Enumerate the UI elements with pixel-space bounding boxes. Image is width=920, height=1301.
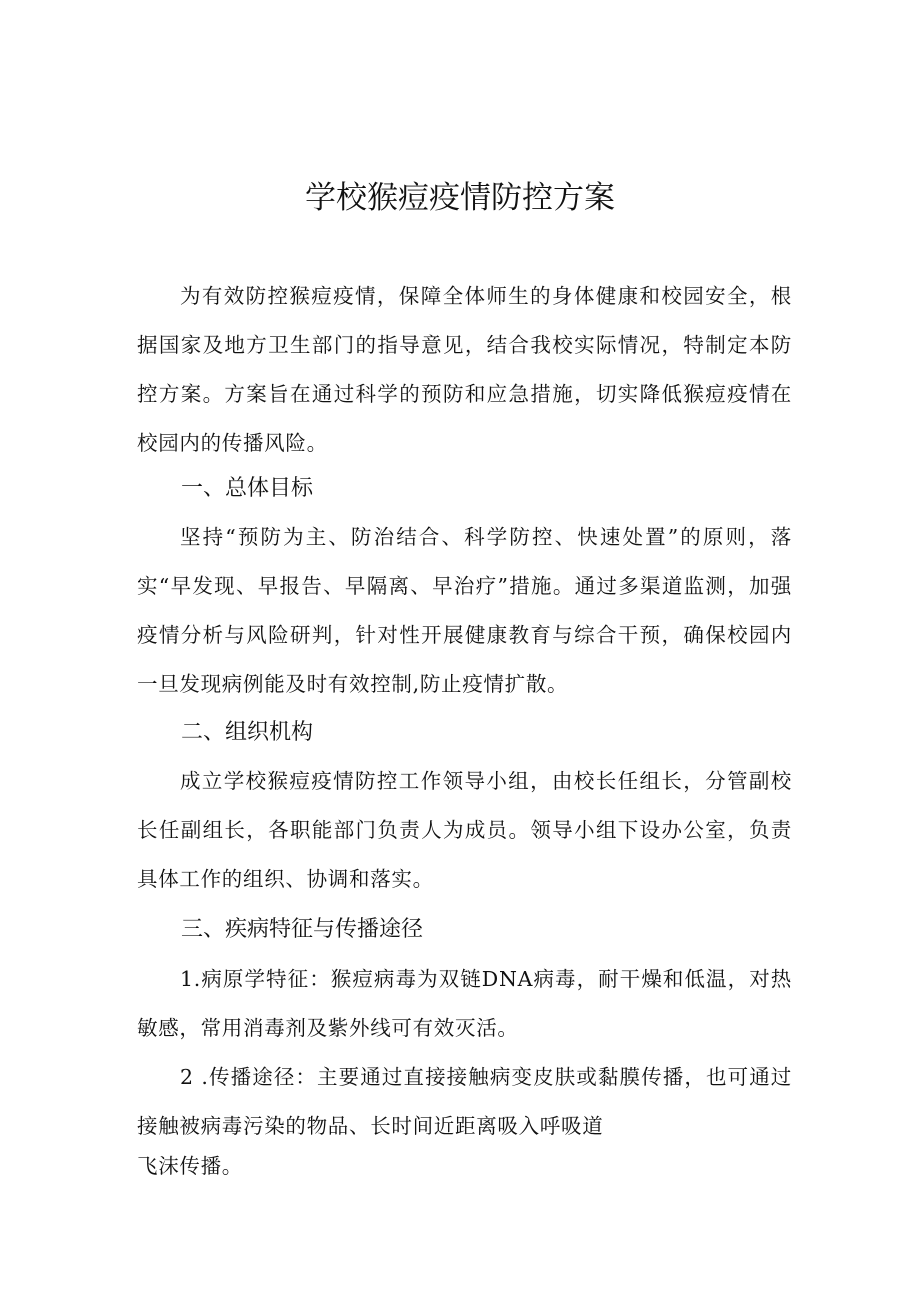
section-heading-goals: 一、总体目标 [181,476,314,501]
intro-paragraph: 为有效防控猴痘疫情，保障全体师生的身体健康和校园安全，根据国家及地方卫生部门的指导意见，结合我校实际情况，特制定本防控方案。方案旨在通过科学的预防和应急措施，切实降低猴痘疫情在校园内的传播风险。 [137,284,792,455]
section-goals-paragraph: 坚持“预防为主、防治结合、科学防控、快速处置”的原则，落实“早发现、早报告、早隔离、早治疗”措施。通过多渠道监测，加强疫情分析与风险研判，针对性开展健康教育与综合干预，确保校园内一旦发现病例能及时有效控制,防止疫情扩散。 [137,525,792,696]
section-organization-paragraph: 成立学校猴痘疫情防控工作领导小组，由校长任组长，分管副校长任副组长，各职能部门负责人为成员。领导小组下设办公室，负责具体工作的组织、协调和落实。 [137,769,792,891]
disease-item-pathogen: 1.病原学特征：猴痘病毒为双链DNA病毒，耐干燥和低温，对热敏感，常用消毒剂及紫外线可有效灭活。 [137,967,792,1040]
disease-item-transmission: 2 .传播途径：主要通过直接接触病变皮肤或黏膜传播，也可通过接触被病毒污染的物品、长时间近距离吸入呼吸道 [137,1065,792,1138]
section-heading-organization: 二、组织机构 [181,720,314,745]
section-heading-disease: 三、疾病特征与传播途径 [181,917,424,942]
disease-trailing-line: 飞沫传播。 [137,1154,243,1178]
document-title: 学校猴痘疫情防控方案 [305,180,615,216]
